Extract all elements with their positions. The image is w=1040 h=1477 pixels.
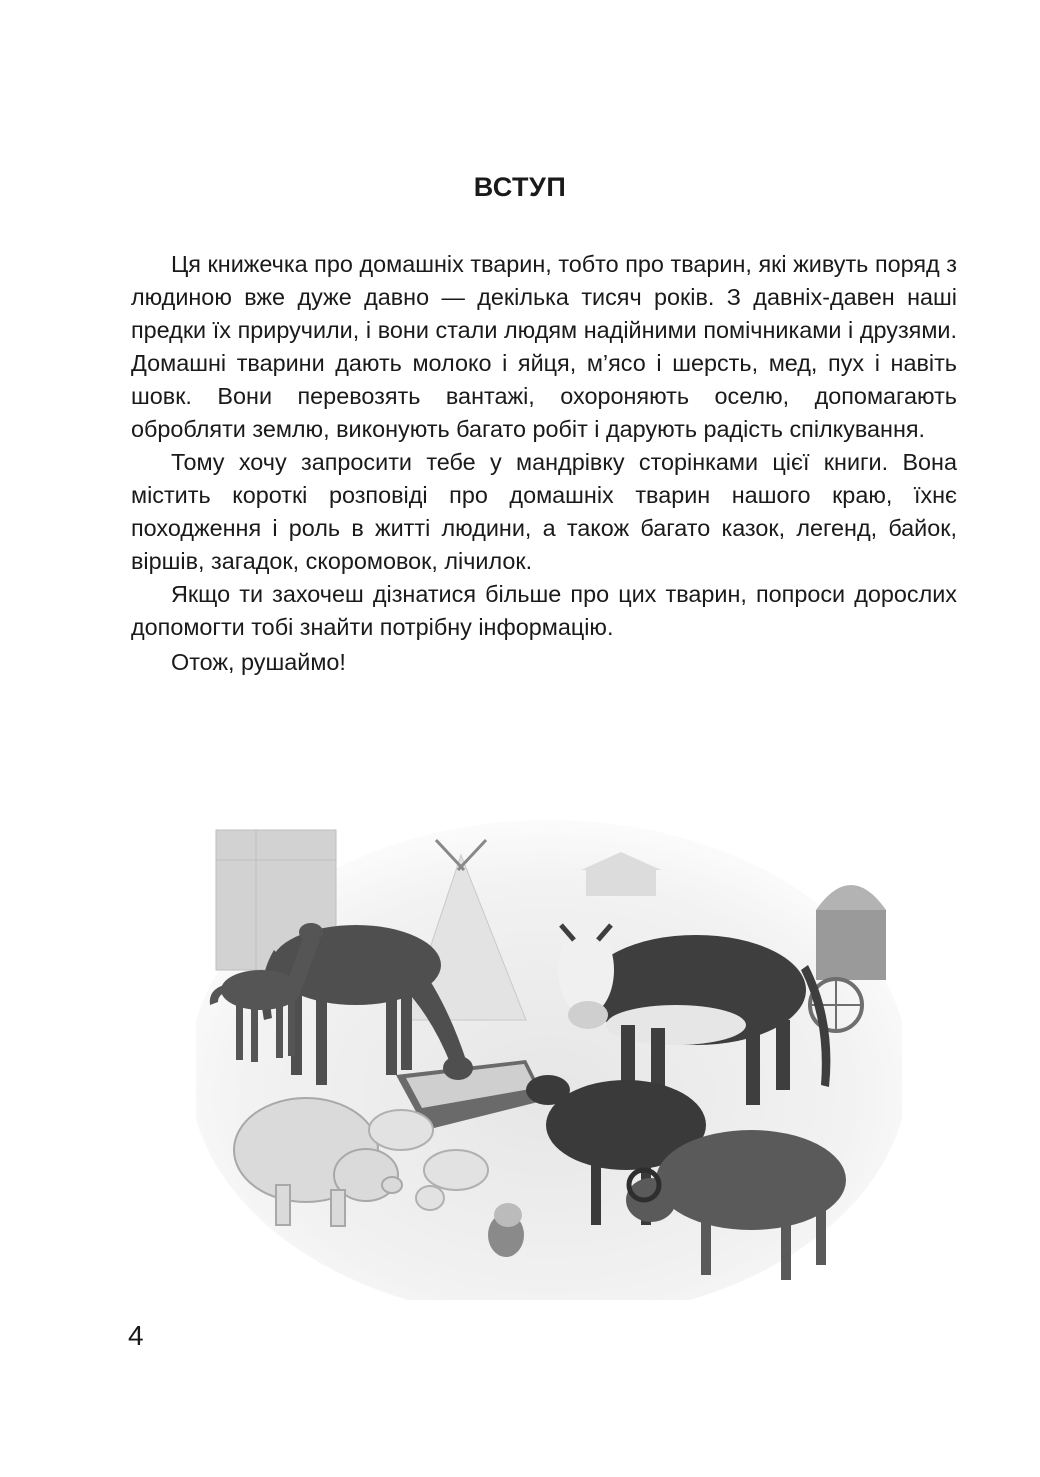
page-number: 4 [128, 1320, 144, 1351]
paragraph-advice: Якщо ти захочеш дізнатися більше про цих тварин, попроси дорослих допомогти тобі знайти потрібну інформацію. [131, 581, 957, 640]
page-title: ВСТУП [473, 172, 567, 202]
farm-animals-illustration [196, 800, 902, 1300]
paragraph-closing: Отож, рушаймо! [171, 649, 346, 675]
paragraph-invitation: Тому хочу запросити тебе у мандрівку сторінками цієї книги. Вона містить короткі розповіді про домашніх тварин нашого краю, їхнє походження і роль в житті людини, а також багато казок, легенд, байок, віршів, загадок, скоромовок, лічилок. [131, 449, 957, 574]
body-text [131, 248, 957, 679]
paragraph-intro: Ця книжечка про домашніх тварин, тобто про тварин, які живуть поряд з людиною вже дуже давно — декілька тисяч років. З давніх-давен наші предки їх приручили, і вони стали людям надійними помічниками і друзями. Домашні тварини дають молоко і яйця, м’ясо і шерсть, мед, пух і навіть шовк. Вони перевозять вантажі, охороняють оселю, допомагають обробляти землю, виконують багато робіт і дарують радість спілкування. [131, 251, 957, 442]
